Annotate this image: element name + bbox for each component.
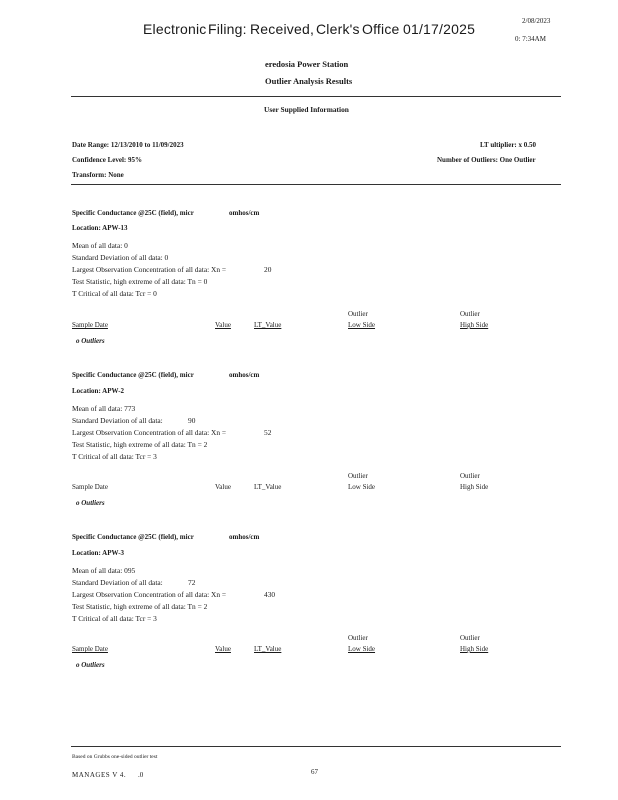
t-critical: T Critical of all data: Tcr = 3 — [72, 452, 157, 461]
parameter-name: Specific Conductance @25C (field), micr — [72, 209, 194, 217]
location-label: Location: APW-2 — [72, 387, 125, 395]
column-low-side: Low Side — [348, 645, 376, 653]
t-critical: T Critical of all data: Tcr = 0 — [72, 289, 157, 298]
divider-top — [71, 96, 561, 97]
mean-stat: Mean of all data: 095 — [72, 566, 136, 575]
filing-stamp-word-5: Office — [362, 21, 400, 37]
test-statistic: Test Statistic, high extreme of all data: Tn = 2 — [72, 440, 208, 449]
column-lt-value: LT_Value — [254, 645, 282, 653]
largest-observation-value: 20 — [264, 265, 272, 274]
station-name: eredosia Power Station — [265, 59, 349, 69]
largest-observation-value: 430 — [264, 590, 276, 599]
outlier-low-caption: Outlier — [348, 310, 368, 318]
largest-observation-label: Largest Observation Concentration of all data: Xn = — [72, 265, 227, 274]
std-dev-label: Standard Deviation of all data: — [72, 416, 163, 425]
number-of-outliers: Number of Outliers: One Outlier — [437, 156, 536, 164]
t-critical: T Critical of all data: Tcr = 3 — [72, 614, 157, 623]
largest-observation-label: Largest Observation Concentration of all data: Xn = — [72, 428, 227, 437]
parameter-name: Specific Conductance @25C (field), micr — [72, 371, 194, 379]
report-date: 2/08/2023 — [522, 17, 551, 25]
mean-stat: Mean of all data: 773 — [72, 404, 136, 413]
column-value: Value — [215, 645, 231, 653]
outlier-high-caption: Outlier — [460, 472, 480, 480]
location-label: Location: APW-3 — [72, 549, 125, 557]
location-label: Location: APW-13 — [72, 224, 128, 232]
filing-stamp-word-2: Filing: — [208, 21, 247, 37]
std-dev-value: 90 — [188, 416, 196, 425]
filing-stamp-word-1: Electronic — [143, 21, 207, 37]
filing-stamp-date: 01/17/2025 — [403, 21, 476, 37]
column-low-side: Low Side — [348, 321, 376, 329]
footer-software: MANAGES V 4. — [72, 771, 127, 779]
footer-version: .0 — [138, 771, 144, 779]
parameter-name: Specific Conductance @25C (field), micr — [72, 533, 194, 541]
column-sample-date: Sample Date — [72, 645, 108, 653]
filing-stamp-word-3: Received, — [250, 21, 315, 37]
column-low-side: Low Side — [348, 483, 376, 491]
footer-note: Based on Grubbs one-sided outlier test — [72, 754, 158, 760]
largest-observation-value: 52 — [264, 428, 272, 437]
divider-footer — [71, 746, 561, 747]
date-range: Date Range: 12/13/2010 to 11/09/2023 — [72, 141, 184, 149]
column-value: Value — [215, 321, 231, 329]
divider-info — [71, 184, 561, 185]
column-high-side: High Side — [460, 321, 489, 329]
column-sample-date: Sample Date — [72, 321, 108, 329]
lt-multiplier: LT ultiplier: x 0.50 — [480, 141, 537, 149]
column-lt-value: LT_Value — [254, 321, 282, 329]
user-info-heading: User Supplied Information — [264, 105, 349, 114]
outlier-high-caption: Outlier — [460, 310, 480, 318]
column-value: Value — [215, 483, 231, 491]
outlier-result: o Outliers — [76, 661, 105, 669]
std-dev-label: Standard Deviation of all data: — [72, 578, 163, 587]
page-number: 67 — [311, 768, 318, 776]
outlier-result: o Outliers — [76, 337, 105, 345]
std-dev-value: 72 — [188, 578, 196, 587]
std-dev-label: Standard Deviation of all data: 0 — [72, 253, 169, 262]
parameter-units: omhos/cm — [229, 209, 260, 217]
transform: Transform: None — [72, 171, 124, 179]
outlier-high-caption: Outlier — [460, 634, 480, 642]
confidence-level: Confidence Level: 95% — [72, 156, 142, 164]
column-high-side: High Side — [460, 483, 489, 491]
outlier-low-caption: Outlier — [348, 472, 368, 480]
report-title: Outlier Analysis Results — [265, 76, 353, 86]
test-statistic: Test Statistic, high extreme of all data: Tn = 2 — [72, 602, 208, 611]
parameter-units: omhos/cm — [229, 371, 260, 379]
column-high-side: High Side — [460, 645, 489, 653]
filing-stamp-word-4: Clerk's — [316, 21, 360, 37]
test-statistic: Test Statistic, high extreme of all data: Tn = 0 — [72, 277, 208, 286]
column-sample-date: Sample Date — [72, 483, 108, 491]
mean-stat: Mean of all data: 0 — [72, 241, 128, 250]
outlier-low-caption: Outlier — [348, 634, 368, 642]
report-time: 0: 7:34AM — [515, 35, 546, 43]
outlier-result: o Outliers — [76, 499, 105, 507]
parameter-units: omhos/cm — [229, 533, 260, 541]
largest-observation-label: Largest Observation Concentration of all data: Xn = — [72, 590, 227, 599]
column-lt-value: LT_Value — [254, 483, 282, 491]
